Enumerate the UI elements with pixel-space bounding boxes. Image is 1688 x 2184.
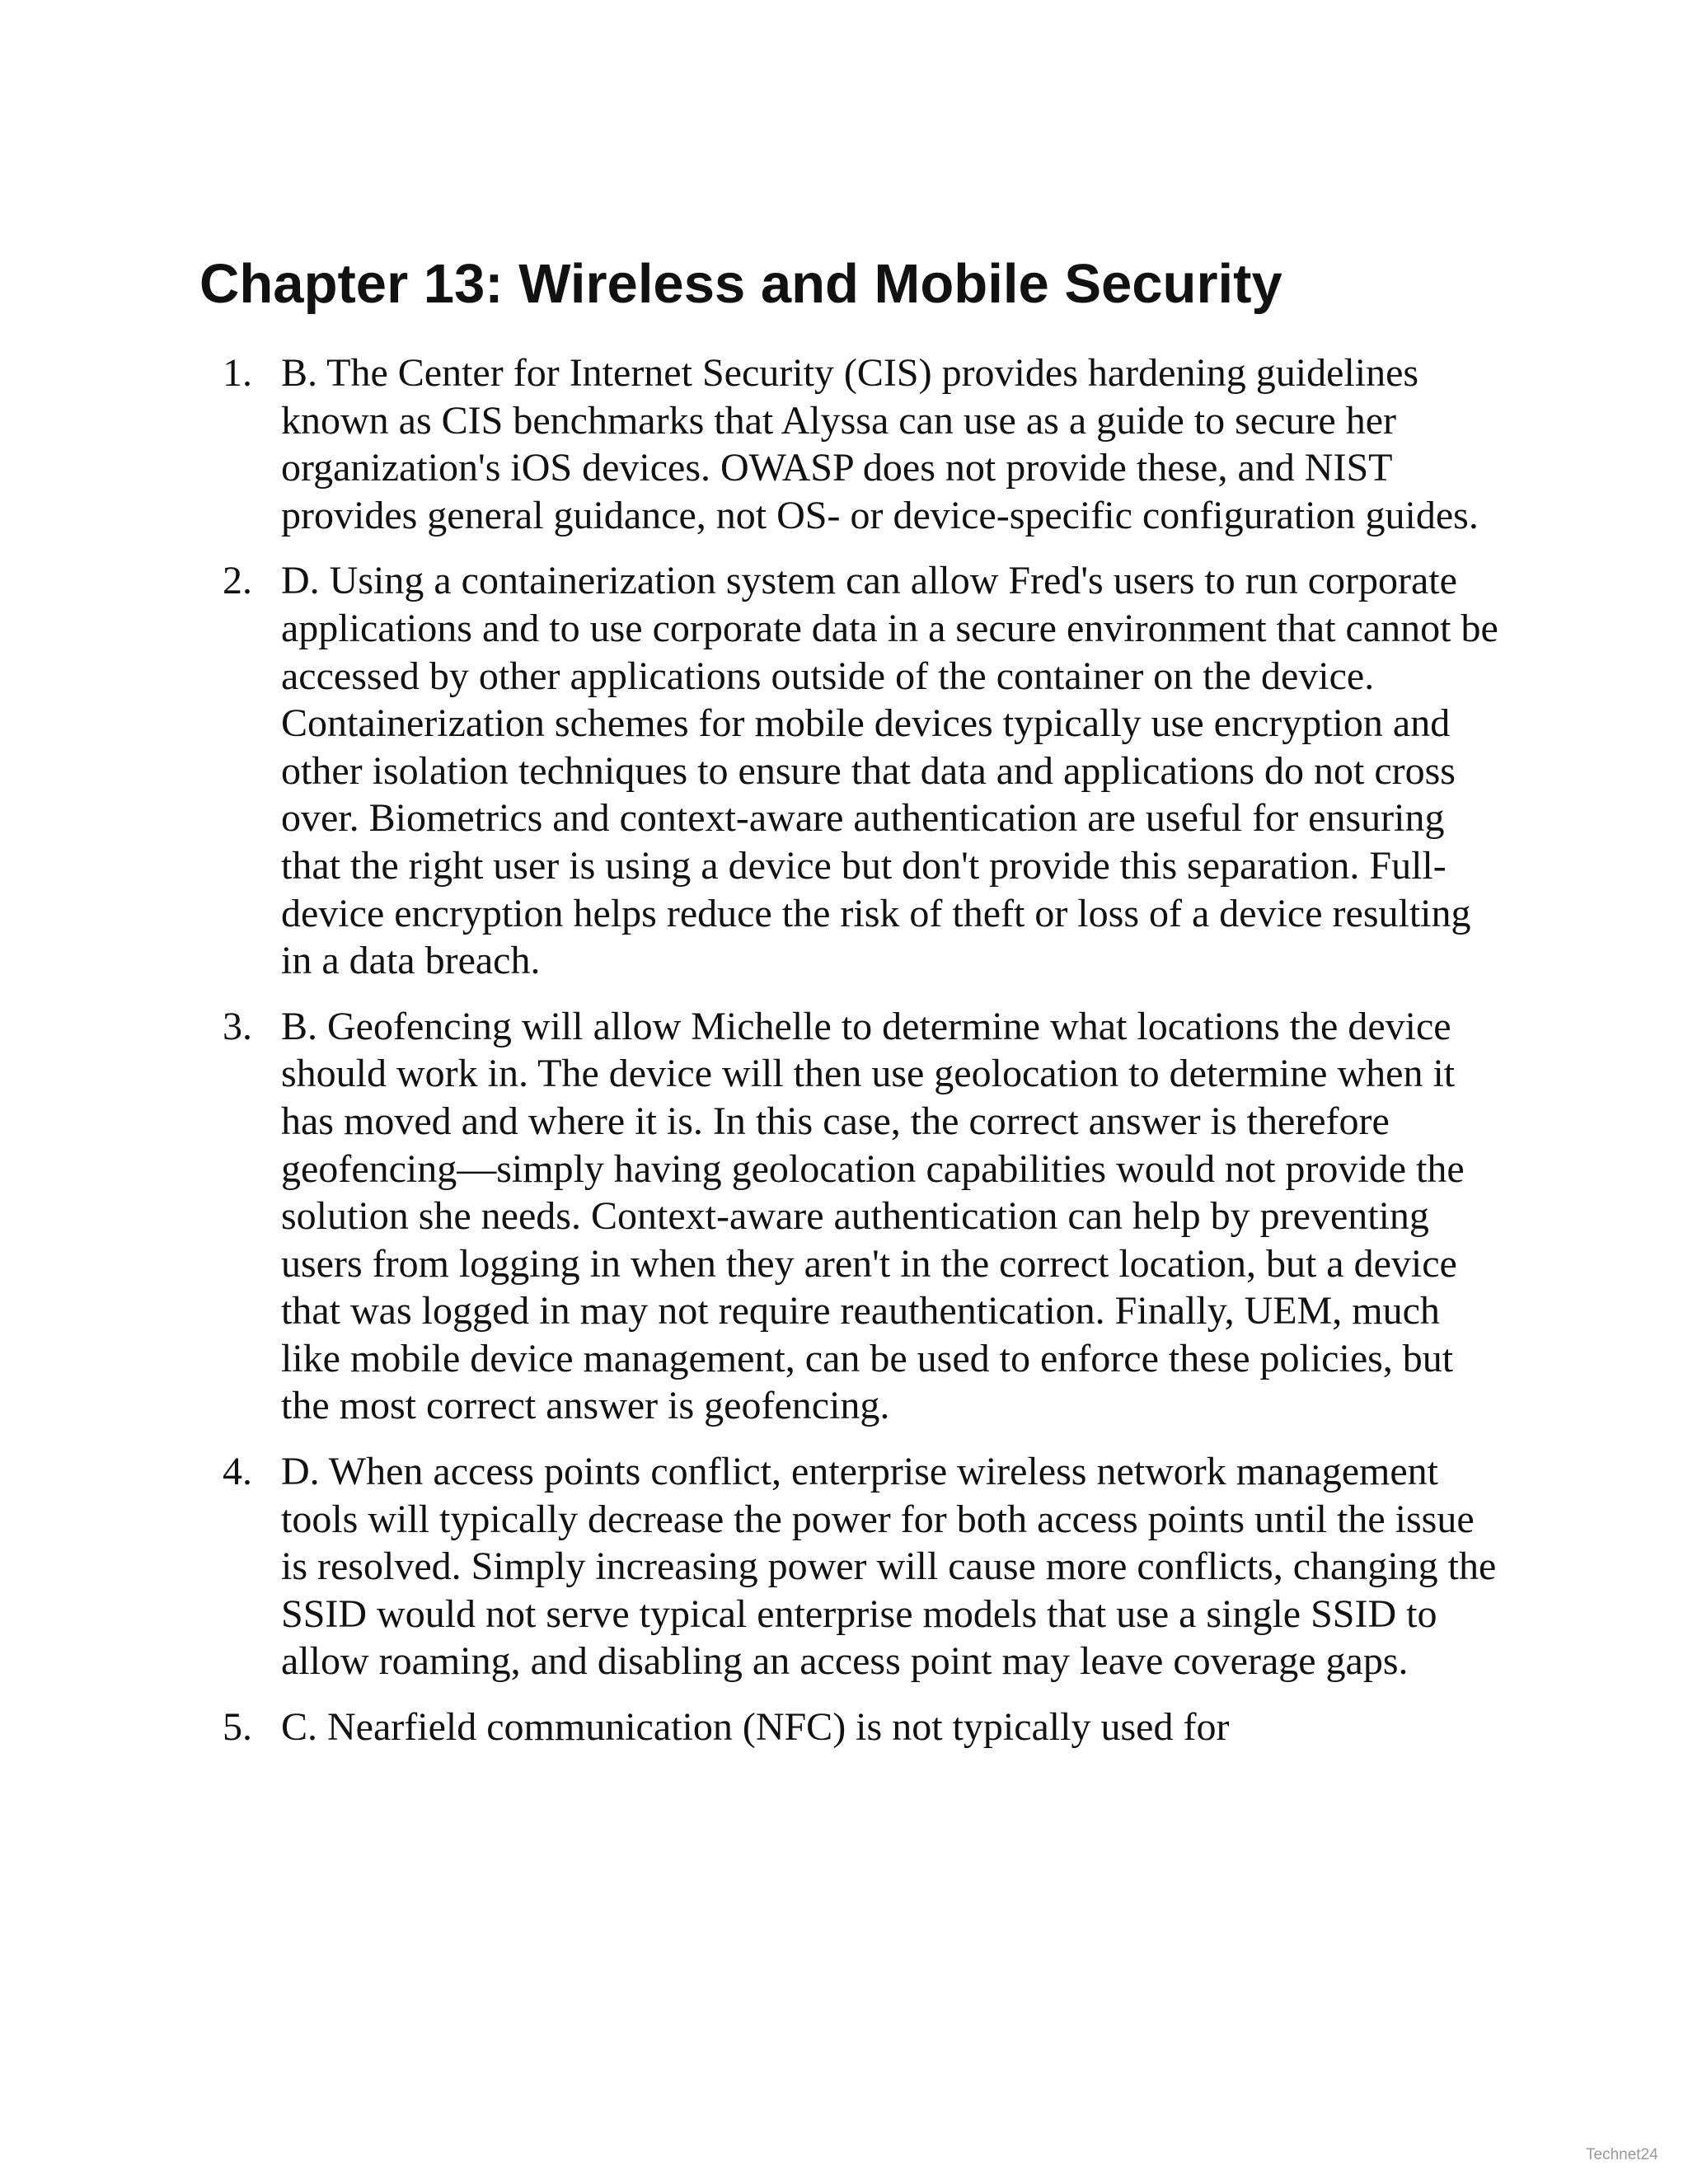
list-item bbox=[0, 1704, 1688, 1751]
answer-number: 4. bbox=[223, 1450, 252, 1494]
answer-text: C. Nearfield communication (NFC) is not typically used for bbox=[281, 1705, 1230, 1750]
answer-number: 2. bbox=[223, 559, 252, 603]
answer-text: B. Geofencing will allow Michelle to determine what locations the device should work in. The device will then use geolocation to determine when it has moved and where it is. In this case, the correct answer is therefore geofencing—simply having geolocation capabilities would not provide the solution she needs. Context-aware authentication can help by preventing users from logging in when they aren't in the correct location, but a device that was logged in may not require reauthentication. Finally, UEM, much like mobile device management, can be used to enforce these policies, but the most correct answer is geofencing. bbox=[281, 1004, 1465, 1428]
list-item bbox=[0, 1448, 1688, 1685]
answer-list bbox=[0, 349, 1688, 1769]
list-item bbox=[0, 1003, 1688, 1430]
answer-text: D. Using a containerization system can allow Fred's users to run corporate applications and to use corporate data in a secure environment that cannot be accessed by other applications outside of the container on the device. Containerization schemes for mobile devices typically use encryption and other isolation techniques to ensure that data and applications do not cross over. Biometrics and context-aware authentication are useful for ensuring that the right user is using a device but don't provide this separation. Full-device encryption helps reduce the risk of theft or loss of a device resulting in a data breach. bbox=[281, 559, 1498, 983]
answer-number: 3. bbox=[223, 1004, 252, 1048]
answer-text: B. The Center for Internet Security (CIS) provides hardening guidelines known as CIS benchmarks that Alyssa can use as a guide to secure her organization's iOS devices. OWASP does not provide these, and NIST provides general guidance, not OS- or device-specific configuration guides. bbox=[281, 351, 1479, 537]
answer-number: 5. bbox=[223, 1705, 252, 1750]
watermark-text: Technet24 bbox=[1586, 2146, 1658, 2163]
list-item bbox=[0, 557, 1688, 984]
answer-number: 1. bbox=[223, 351, 252, 395]
chapter-title: Chapter 13: Wireless and Mobile Security bbox=[199, 253, 1282, 315]
list-item bbox=[0, 349, 1688, 539]
answer-text: D. When access points conflict, enterprise wireless network management tools will typically decrease the power for both access points until the issue is resolved. Simply increasing power will cause more conflicts, changing the SSID would not serve typical enterprise models that use a single SSID to allow roaming, and disabling an access point may leave coverage gaps. bbox=[281, 1450, 1497, 1684]
